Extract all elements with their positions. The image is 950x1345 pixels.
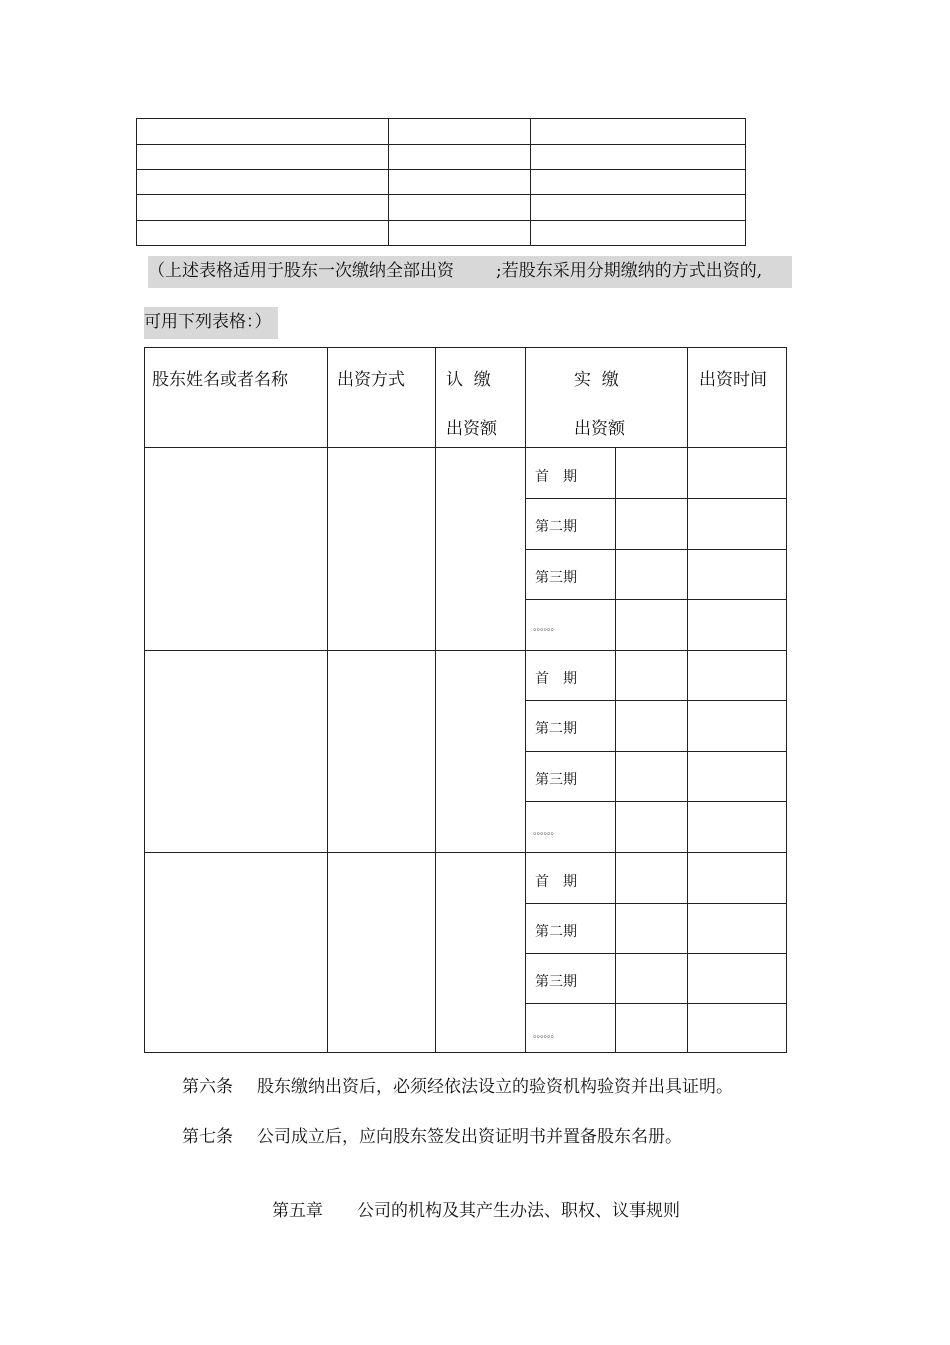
chapter-number: 第五章 (272, 1201, 323, 1221)
article-number: 第六条 (182, 1077, 233, 1097)
period-divider (525, 549, 786, 550)
header-paid-line2: 出资额 (574, 419, 625, 439)
table-col-divider (435, 348, 436, 1052)
table-row-divider (137, 194, 745, 195)
table-col-divider (388, 119, 389, 245)
article-7 (182, 1122, 682, 1147)
group-divider (145, 650, 786, 651)
table-row-divider (137, 169, 745, 170)
header-subscribed-line1: 认 缴 (446, 370, 491, 390)
table-row-divider (137, 144, 745, 145)
period-divider (525, 801, 786, 802)
table-col-divider (530, 119, 531, 245)
header-name: 股东姓名或者名称 (152, 370, 288, 390)
header-method: 出资方式 (337, 370, 405, 390)
group-divider (145, 852, 786, 853)
top-empty-table (136, 118, 746, 246)
period-label: 。。。。。。 (533, 623, 559, 633)
period-label: 。。。。。。 (533, 1030, 559, 1040)
period-label: 。。。。。。 (533, 827, 559, 837)
table-col-divider (327, 348, 328, 1052)
table-row-divider (137, 220, 745, 221)
period-divider (525, 1003, 786, 1004)
period-divider (525, 700, 786, 701)
article-number: 第七条 (182, 1127, 233, 1147)
chapter-title: 公司的机构及其产生办法、职权、议事规则 (357, 1201, 680, 1221)
chapter-heading (272, 1196, 680, 1221)
period-label: 第二期 (535, 519, 577, 535)
note-text-b: ;若股东采用分期缴纳的方式出资的, (496, 256, 792, 288)
period-divider (525, 953, 786, 954)
period-label: 第二期 (535, 721, 577, 737)
article-text: 股东缴纳出资后，必须经依法设立的验资机构验资并出具证明。 (257, 1077, 733, 1097)
header-divider (145, 447, 786, 448)
period-label: 第三期 (535, 772, 577, 788)
header-paid-line1: 实 缴 (574, 370, 619, 390)
article-6 (182, 1072, 733, 1097)
period-label: 第三期 (535, 570, 577, 586)
note-text-a: （上述表格适用于股东一次缴纳全部出资 (148, 256, 496, 288)
period-label: 首 期 (535, 469, 577, 485)
table-note-line-1 (148, 256, 792, 288)
period-divider (525, 751, 786, 752)
period-divider (525, 498, 786, 499)
period-divider (525, 903, 786, 904)
period-divider (525, 599, 786, 600)
table-subcol-divider (615, 448, 616, 1052)
header-subscribed-line2: 出资额 (446, 419, 497, 439)
installment-table (144, 347, 787, 1053)
period-label: 首 期 (535, 874, 577, 890)
article-text: 公司成立后，应向股东签发出资证明书并置备股东名册。 (257, 1127, 682, 1147)
note-text-c: 可用下列表格：） (144, 307, 278, 339)
period-label: 首 期 (535, 671, 577, 687)
header-time: 出资时间 (699, 370, 767, 390)
table-note-line-2 (144, 307, 278, 339)
period-label: 第二期 (535, 924, 577, 940)
period-label: 第三期 (535, 974, 577, 990)
